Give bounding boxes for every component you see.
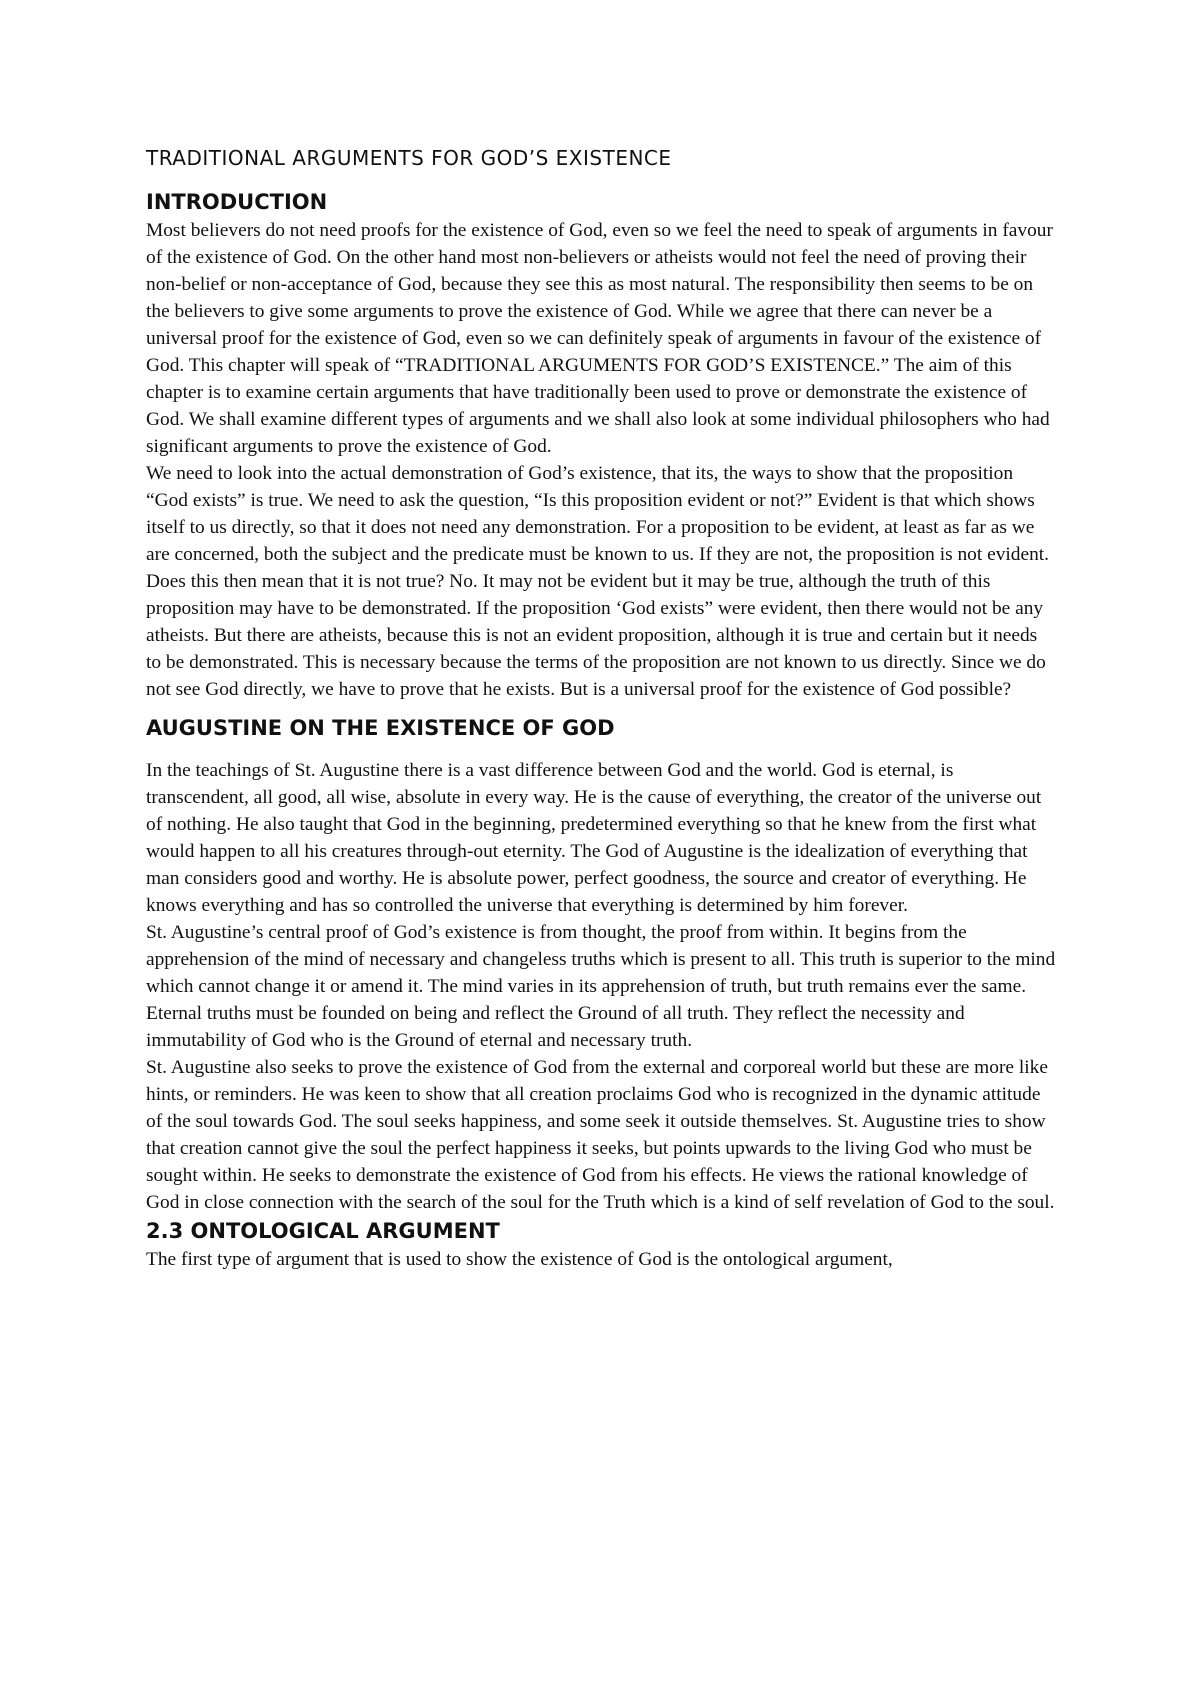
paragraph-augustine-2: St. Augustine’s central proof of God’s existence is from thought, the proof from within. It begins from the apprehension of the mind of necessary and changeless truths which is present to all. This truth is superior to the mind which cannot change it or amend it. The mind varies in its apprehension of truth, but truth remains ever the same. Eternal truths must be founded on being and reflect the Ground of all truth. They reflect the necessity and immutability of God who is the Ground of eternal and necessary truth. xyxy=(146,922,1056,1051)
paragraph-introduction-2: We need to look into the actual demonstration of God’s existence, that its, the ways to show that the proposition “God exists” is true. We need to ask the question, “Is this proposition evident or not?” Evident is that which shows itself to us directly, so that it does not need any demonstration. For a proposition to be evident, at least as far as we are concerned, both the subject and the predicate must be known to us. If they are not, the proposition is not evident. Does this then mean that it is not true? No. It may not be evident but it may be true, although the truth of this proposition may have to be demonstrated. If the proposition ‘God exists” were evident, then there would not be any atheists. But there are atheists, because this is not an evident proposition, although it is true and certain but it needs to be demonstrated. This is necessary because the terms of the proposition are not known to us directly. Since we do not see God directly, we have to prove that he exists. But is a universal proof for the existence of God possible? xyxy=(146,463,1050,700)
document-page xyxy=(146,143,1056,1273)
section-heading-introduction: INTRODUCTION xyxy=(146,190,328,214)
paragraph-augustine-1: In the teachings of St. Augustine there is a vast difference between God and the world. God is eternal, is transcendent, all good, all wise, absolute in every way. He is the cause of everything, the creator of the universe out of nothing. He also taught that God in the beginning, predetermined everything so that he knew from the first what would happen to all his creatures through-out eternity. The God of Augustine is the idealization of everything that man considers good and worthy. He is absolute power, perfect goodness, the source and creator of everything. He knows everything and has so controlled the universe that everything is determined by him forever. xyxy=(146,760,1042,916)
paragraph-introduction-1: Most believers do not need proofs for the existence of God, even so we feel the need to speak of arguments in favour of the existence of God. On the other hand most non-believers or atheists would not feel the need of proving their non-belief or non-acceptance of God, because they see this as most natural. The responsibility then seems to be on the believers to give some arguments to prove the existence of God. While we agree that there can never be a universal proof for the existence of God, even so we can definitely speak of arguments in favour of the existence of God. This chapter will speak of “TRADITIONAL ARGUMENTS FOR GOD’S EXISTENCE.” The aim of this chapter is to examine certain arguments that have traditionally been used to prove or demonstrate the existence of God. We shall examine different types of arguments and we shall also look at some individual philosophers who had significant arguments to prove the existence of God. xyxy=(146,220,1053,457)
paragraph-ontological-1: The first type of argument that is used to show the existence of God is the ontological argument, xyxy=(146,1249,893,1270)
paragraph-augustine-3: St. Augustine also seeks to prove the existence of God from the external and corporeal world but these are more like hints, or reminders. He was keen to show that all creation proclaims God who is recognized in the dynamic attitude of the soul towards God. The soul seeks happiness, and some seek it outside themselves. St. Augustine tries to show that creation cannot give the soul the perfect happiness it seeks, but points upwards to the living God who must be sought within. He seeks to demonstrate the existence of God from his effects. He views the rational knowledge of God in close connection with the search of the soul for the Truth which is a kind of self revelation of God to the soul. xyxy=(146,1057,1055,1213)
section-heading-augustine: AUGUSTINE ON THE EXISTENCE OF GOD xyxy=(146,716,615,740)
section-heading-ontological: 2.3 ONTOLOGICAL ARGUMENT xyxy=(146,1219,500,1243)
document-title: TRADITIONAL ARGUMENTS FOR GOD’S EXISTENCE xyxy=(146,146,672,170)
